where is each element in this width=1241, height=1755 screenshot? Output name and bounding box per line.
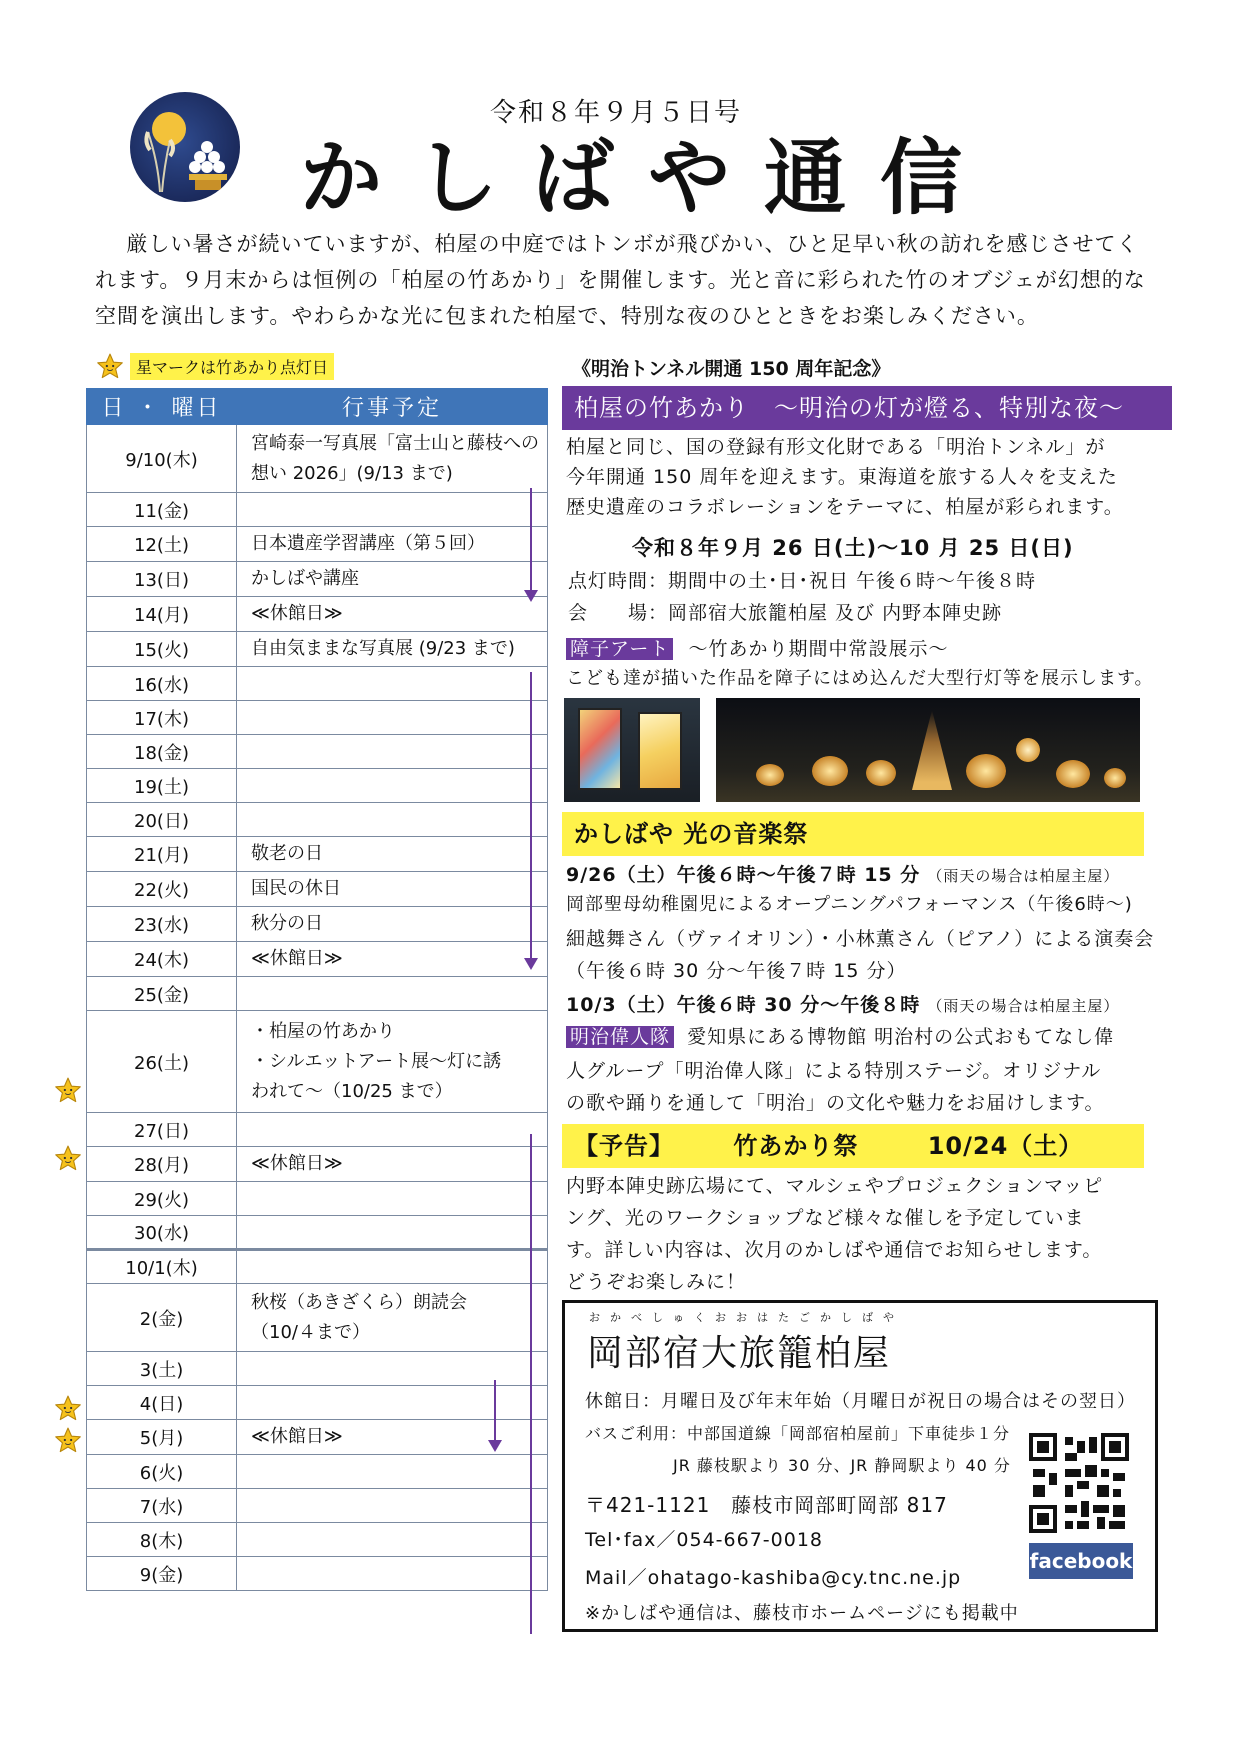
schedule-row — [87, 425, 548, 493]
schedule-day: 6(火) — [87, 1455, 237, 1489]
schedule-row — [87, 977, 548, 1011]
schedule-row — [87, 597, 548, 632]
schedule-day: 23(水) — [87, 907, 237, 942]
schedule-event: かしばや講座 — [237, 562, 548, 597]
takeakari-hours: 点灯時間：期間中の土･日･祝日 午後６時～午後８時 — [568, 570, 1037, 592]
takeakari-description — [566, 432, 1124, 522]
schedule-day: 8(木) — [87, 1523, 237, 1557]
takeakari-title-band — [562, 386, 1172, 430]
music-date-1: 9/26（土）午後６時～午後７時 15 分 — [566, 864, 921, 886]
schedule-event — [237, 1284, 548, 1352]
schedule-row — [87, 1557, 548, 1591]
schedule-day: 29(火) — [87, 1182, 237, 1216]
anniversary-label: 《明治トンネル開通 150 周年記念》 — [572, 358, 891, 380]
schedule-event: ≪休館日≫ — [237, 597, 548, 632]
tsukimi-dango-icon — [185, 137, 230, 192]
period-arrow — [523, 1134, 539, 1634]
schedule-day: 4(日) — [87, 1386, 237, 1420]
schedule-row — [87, 803, 548, 837]
schedule-day: 17(木) — [87, 701, 237, 735]
schedule-day: 27(日) — [87, 1113, 237, 1147]
bus-access: バスご利用：中部国道線「岡部宿柏屋前」下車徒歩１分 — [585, 1424, 1011, 1443]
newsletter-title: かしばや通信 — [300, 131, 997, 226]
notice-line: どうぞお楽しみに！ — [566, 1271, 747, 1293]
notice-date: 10/24（土） — [927, 1132, 1084, 1160]
music-festival-band — [562, 812, 1144, 856]
event-schedule-table — [86, 388, 548, 1591]
star-icon — [54, 1076, 82, 1104]
jr-access: JR 藤枝駅より 30 分、JR 静岡駅より 40 分 — [673, 1456, 1011, 1475]
col-header-day: 日 ・ 曜日 — [87, 389, 237, 425]
schedule-day: 5(月) — [87, 1420, 237, 1455]
schedule-row — [87, 1182, 548, 1216]
notice-line: す。詳しい内容は、次月のかしばや通信でお知らせします。 — [566, 1239, 1103, 1261]
rain-note: （雨天の場合は柏屋主屋） — [927, 997, 1120, 1015]
schedule-event — [237, 1455, 548, 1489]
takeakari-venue: 会 場：岡部宿大旅籠柏屋 及び 内野本陣史跡 — [568, 602, 1003, 624]
issue-date: 令和８年９月５日号 — [490, 98, 743, 128]
schedule-day: 18(金) — [87, 735, 237, 769]
schedule-event — [237, 1557, 548, 1591]
schedule-event-line: 秋桜（あきざくら）朗読会 — [251, 1291, 467, 1313]
schedule-event — [237, 1182, 548, 1216]
star-icon — [54, 1144, 82, 1172]
music-line-3: 細越舞さん（ヴァイオリン）・小林薫さん（ピアノ）による演奏会 — [566, 928, 1155, 950]
schedule-event — [237, 701, 548, 735]
schedule-row — [87, 735, 548, 769]
takeakari-title: 柏屋の竹あかり ～明治の灯が燈る、特別な夜～ — [574, 394, 1124, 422]
period-arrow — [487, 1380, 503, 1452]
schedule-row — [87, 872, 548, 907]
schedule-row — [87, 701, 548, 735]
schedule-row — [87, 667, 548, 701]
intro-paragraph — [95, 226, 1155, 334]
schedule-row — [87, 1216, 548, 1250]
schedule-row — [87, 632, 548, 667]
schedule-event — [237, 977, 548, 1011]
schedule-event-line: ・柏屋の竹あかり — [251, 1020, 395, 1042]
closed-days: 休館日：月曜日及び年末年始（月曜日が祝日の場合はその翌日） — [585, 1391, 1136, 1412]
shoji-art-description: こども達が描いた作品を障子にはめ込んだ大型行灯等を展示します。 — [566, 668, 1154, 689]
schedule-day: 10/1(木) — [87, 1250, 237, 1284]
notice-description — [566, 1170, 1103, 1298]
schedule-day: 15(火) — [87, 632, 237, 667]
schedule-event — [237, 1216, 548, 1250]
schedule-event: 宮崎泰一写真展「富士山と藤枝への想い 2026」(9/13 まで) — [237, 425, 548, 493]
desc-line: 今年開通 150 周年を迎えます。東海道を旅する人々を支えた — [566, 466, 1118, 488]
schedule-event: 日本遺産学習講座（第５回） — [237, 527, 548, 562]
music-festival-title: かしばや 光の音楽祭 — [574, 820, 809, 848]
schedule-event — [237, 1489, 548, 1523]
shoji-art-heading — [566, 634, 949, 664]
schedule-event — [237, 803, 548, 837]
schedule-event — [237, 1250, 548, 1284]
notice-band — [562, 1124, 1144, 1168]
star-icon — [54, 1394, 82, 1422]
schedule-day: 25(金) — [87, 977, 237, 1011]
schedule-event-line: ・シルエットアート展～灯に誘 — [251, 1050, 502, 1072]
schedule-row — [87, 1250, 548, 1284]
schedule-day: 9(金) — [87, 1557, 237, 1591]
schedule-day: 26(土) — [87, 1011, 237, 1113]
star-icon — [54, 1426, 82, 1454]
schedule-row — [87, 942, 548, 977]
schedule-day: 19(土) — [87, 769, 237, 803]
period-arrow — [523, 488, 539, 602]
schedule-row — [87, 1147, 548, 1182]
rain-note: （雨天の場合は柏屋主屋） — [927, 867, 1120, 885]
shoji-lantern-photo — [564, 698, 700, 802]
ijin-line: 人グループ「明治偉人隊」による特別ステージ。オリジナル — [566, 1060, 1102, 1082]
music-line-5 — [566, 990, 1119, 1021]
schedule-event — [237, 1523, 548, 1557]
col-header-event: 行事予定 — [237, 389, 548, 425]
schedule-row — [87, 1011, 548, 1113]
mail-address: Mail／ohatago-kashiba@cy.tnc.ne.jp — [585, 1567, 962, 1589]
schedule-event: 自由気ままな写真展 (9/23 まで) — [237, 632, 548, 667]
schedule-day: 21(月) — [87, 837, 237, 872]
schedule-day: 14(月) — [87, 597, 237, 632]
tel-fax: Tel･fax／054-667-0018 — [585, 1529, 824, 1551]
notice-title: 竹あかり祭 — [733, 1132, 859, 1160]
star-legend — [96, 352, 334, 380]
schedule-event — [237, 769, 548, 803]
desc-line: 柏屋と同じ、国の登録有形文化財である「明治トンネル」が — [566, 436, 1106, 458]
schedule-day: 30(水) — [87, 1216, 237, 1250]
schedule-day: 22(火) — [87, 872, 237, 907]
music-line-1 — [566, 860, 1119, 891]
schedule-event-line: （10/４まで） — [251, 1321, 370, 1343]
schedule-event — [237, 1113, 548, 1147]
schedule-row — [87, 1284, 548, 1352]
schedule-event: 敬老の日 — [237, 837, 548, 872]
schedule-row — [87, 1113, 548, 1147]
schedule-event — [237, 1011, 548, 1113]
schedule-event: 国民の休日 — [237, 872, 548, 907]
schedule-event: 秋分の日 — [237, 907, 548, 942]
music-date-2: 10/3（土）午後６時 30 分～午後８時 — [566, 994, 921, 1016]
intro-text: 厳しい暑さが続いていますが、柏屋の中庭ではトンボが飛びかい、ひと足早い秋の訪れを感じさせてくれます。９月末からは恒例の「柏屋の竹あかり」を開催します。光と音に彩られた竹のオブジェが幻想的な空間を演出します。やわらかな光に包まれた柏屋で、特別な夜のひとときをお楽しみください。 — [95, 232, 1146, 328]
schedule-day: 28(月) — [87, 1147, 237, 1182]
schedule-row — [87, 493, 548, 527]
notice-line: ング、光のワークショップなど様々な催しを予定していま — [566, 1207, 1085, 1229]
schedule-row — [87, 1455, 548, 1489]
facility-furigana: おかべしゅくおおはたごかしばや — [589, 1311, 904, 1324]
legend-text: 星マークは竹あかり点灯日 — [130, 353, 334, 380]
shoji-art-subtitle: ～竹あかり期間中常設展示～ — [688, 638, 949, 660]
address: 〒421-1121 藤枝市岡部町岡部 817 — [585, 1493, 948, 1517]
schedule-day: 2(金) — [87, 1284, 237, 1352]
schedule-day: 12(土) — [87, 527, 237, 562]
schedule-event-line: われて～（10/25 まで） — [251, 1080, 453, 1102]
schedule-day: 7(水) — [87, 1489, 237, 1523]
schedule-event — [237, 493, 548, 527]
meiji-ijin-section — [566, 1022, 1114, 1118]
ijin-line: の歌や踊りを通して「明治」の文化や魅力をお届けします。 — [566, 1092, 1105, 1114]
schedule-event: ≪休館日≫ — [237, 1147, 548, 1182]
moon-viewing-logo — [130, 92, 240, 202]
star-icon — [96, 352, 124, 380]
schedule-event: ≪休館日≫ — [237, 1420, 548, 1455]
schedule-row — [87, 1523, 548, 1557]
ijin-line: 愛知県にある博物館 明治村の公式おもてなし偉 — [687, 1026, 1115, 1048]
schedule-row — [87, 1420, 548, 1455]
notice-label: 【予告】 — [574, 1132, 674, 1160]
schedule-row — [87, 1386, 548, 1420]
qr-code-icon[interactable] — [1029, 1433, 1129, 1533]
schedule-event — [237, 667, 548, 701]
website-note: ※かしばや通信は、藤枝市ホームページにも掲載中 — [585, 1603, 1019, 1624]
schedule-row — [87, 837, 548, 872]
period-arrow — [523, 672, 539, 970]
takeakari-dates: 令和８年９月 26 日(土)～10 月 25 日(日) — [632, 536, 1074, 560]
schedule-day: 13(日) — [87, 562, 237, 597]
schedule-day: 24(木) — [87, 942, 237, 977]
music-line-2: 岡部聖母幼稚園児によるオープニングパフォーマンス（午後6時～) — [566, 894, 1133, 915]
schedule-event — [237, 735, 548, 769]
schedule-day: 16(水) — [87, 667, 237, 701]
schedule-row — [87, 769, 548, 803]
shoji-art-tag: 障子アート — [566, 638, 673, 660]
schedule-day: 3(土) — [87, 1352, 237, 1386]
facility-info-box — [562, 1300, 1158, 1632]
schedule-event: ≪休館日≫ — [237, 942, 548, 977]
pampas-grass-icon — [140, 122, 180, 192]
schedule-day: 11(金) — [87, 493, 237, 527]
schedule-row — [87, 562, 548, 597]
notice-line: 内野本陣史跡広場にて、マルシェやプロジェクションマッピ — [566, 1175, 1104, 1197]
facebook-logo[interactable]: facebook — [1029, 1543, 1133, 1579]
schedule-row — [87, 907, 548, 942]
facility-name: 岡部宿大旅籠柏屋 — [587, 1333, 892, 1374]
schedule-day: 20(日) — [87, 803, 237, 837]
schedule-day: 9/10(木) — [87, 425, 237, 493]
schedule-row — [87, 1352, 548, 1386]
desc-line: 歴史遺産のコラボレーションをテーマに、柏屋が彩られます。 — [566, 496, 1124, 518]
meiji-ijin-tag: 明治偉人隊 — [566, 1026, 674, 1048]
schedule-row — [87, 527, 548, 562]
bamboo-lights-photo — [716, 698, 1140, 802]
music-line-4: （午後６時 30 分～午後７時 15 分） — [566, 960, 907, 982]
schedule-row — [87, 1489, 548, 1523]
